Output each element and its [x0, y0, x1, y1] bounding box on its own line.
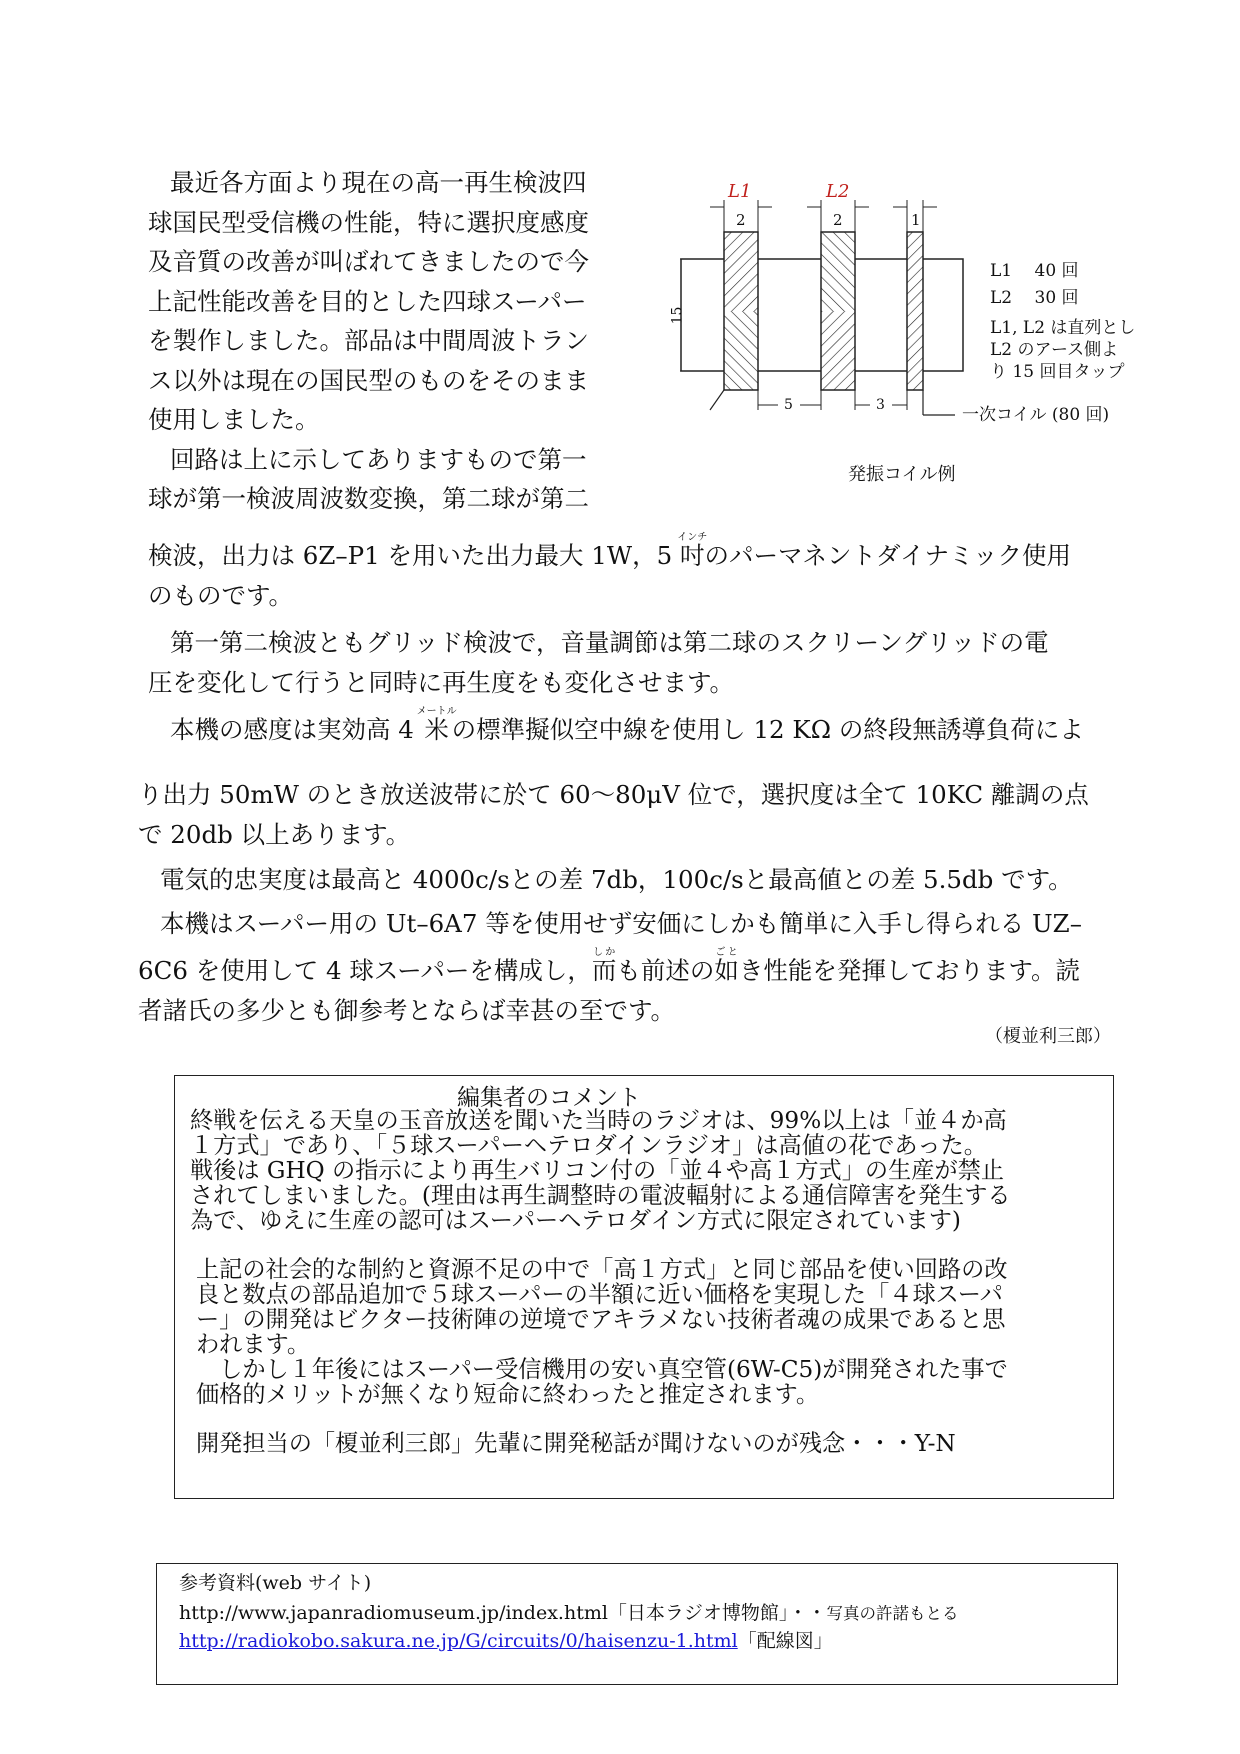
- reference-item: [179, 1598, 958, 1625]
- ruby-reading: インチ: [677, 532, 708, 543]
- dim-2b: 2: [833, 211, 843, 229]
- intro-line: 最近各方面より現在の高一再生検波四: [170, 168, 587, 197]
- ruby-shika: [591, 947, 617, 985]
- ruby-base: 吋: [677, 541, 708, 570]
- comment-line: されてしまいました。(理由は再生調整時の電波輻射による通信障害を発生する: [190, 1182, 1011, 1209]
- ruby-base: 米: [416, 715, 457, 744]
- body-text: 本機の感度は実効高 4: [170, 715, 422, 744]
- ruby-base: 而: [591, 956, 617, 985]
- dim-2a: 2: [736, 211, 746, 229]
- intro-line: 球国民型受信機の性能，特に選択度感度: [148, 207, 589, 237]
- dim-1: 1: [911, 211, 921, 229]
- ruby-reading: メートル: [416, 706, 457, 717]
- body-paragraph: [148, 532, 1084, 750]
- author-name: （榎並利三郎）: [985, 1026, 1111, 1047]
- body-line: 第一第二検波ともグリッド検波で，音量調節は第二球のスクリーングリッドの電: [170, 628, 1049, 657]
- intro-line: 球が第一検波周波数変換，第二球が第二: [148, 484, 589, 513]
- reference-note: 写真の許諾もとる: [826, 1604, 959, 1623]
- ruby-meter: [416, 706, 457, 744]
- coil-note: り 15 回目タップ: [990, 362, 1125, 382]
- intro-line: 上記性能改善を目的とした四球スーパー: [148, 286, 587, 316]
- reference-name: 「配線図」: [737, 1630, 833, 1652]
- body2-line: [138, 947, 1089, 991]
- coil-turns-l1: L1 40 回: [990, 261, 1079, 281]
- coil-diagram: [680, 170, 1010, 430]
- coil-turns-l2: L2 30 回: [990, 288, 1079, 308]
- comment-line: しかし１年後にはスーパー受信機用の安い真空管(6W-C5)が開発された事で: [196, 1356, 1008, 1383]
- dim-5: 5: [784, 397, 793, 413]
- dim-15: 15: [669, 306, 686, 325]
- body2-paragraph: [138, 775, 1089, 1030]
- intro-paragraph: [148, 163, 589, 519]
- reference-url[interactable]: http://www.japanradiomuseum.jp/index.html: [179, 1602, 608, 1624]
- coil-leads: [710, 390, 955, 415]
- body-text: の標準擬似空中線を使用し 12 KΩ の終段無誘導負荷によ: [451, 715, 1084, 744]
- comment-gap: [190, 1233, 1105, 1257]
- body-text: 検波，出力は 6Z–P1 を用いた出力最大 1W，5: [148, 541, 680, 570]
- body-text: 6C6 を使用して 4 球スーパーを構成し，: [138, 956, 592, 985]
- comment-line: ー」の開発はビクター技術陣の逆境でアキラメない技術者魂の成果であると思: [196, 1306, 1006, 1333]
- intro-line: 及音質の改善が叫ばれてきましたので今: [148, 247, 589, 276]
- editor-comment-box: [174, 1075, 1114, 1499]
- comment-title: 編集者のコメント: [457, 1085, 641, 1111]
- intro-line: 使用しました。: [148, 405, 320, 434]
- winding-l2: [821, 232, 855, 390]
- comment-gap: [190, 1407, 1105, 1431]
- comment-line: １方式」であり、「５球スーパーヘテロダインラジオ」は高値の花であった。: [190, 1132, 987, 1159]
- references-title: 参考資料(web サイト): [179, 1572, 372, 1594]
- comment-line: われます。: [196, 1331, 311, 1358]
- oscillator-coil-figure: [669, 170, 1150, 500]
- comment-line: 終戦を伝える天皇の玉音放送を聞いた当時のラジオは、99%以上は「並４か高: [190, 1107, 1007, 1134]
- body-text: き性能を発揮しております。読: [738, 956, 1080, 985]
- comment-line: 上記の社会的な制約と資源不足の中で「高１方式」と同じ部品を使い回路の改: [196, 1256, 1008, 1283]
- body-text: のパーマネントダイナミック使用: [704, 541, 1071, 570]
- label-l2: L2: [826, 181, 850, 202]
- figure-caption: 発振コイル例: [848, 464, 956, 485]
- body-line: 圧を変化して行うと同時に再生度をも変化させます。: [148, 667, 735, 697]
- body2-line: 電気的忠実度は最高と 4000c/sとの差 7db，100c/sと最高値との差 5.5db です。: [160, 865, 1073, 894]
- body-line: [148, 532, 1084, 576]
- ruby-goto: [714, 947, 739, 985]
- references-box: [156, 1563, 1118, 1685]
- comment-line: 戦後は GHQ の指示により再生バリコン付の「並４や高１方式」の生産が禁止: [190, 1157, 1005, 1184]
- body-line: [148, 706, 1084, 750]
- reference-name: 「日本ラジオ博物館」・・: [607, 1602, 827, 1624]
- label-l1: L1: [728, 181, 752, 202]
- primary-coil-label: 一次コイル (80 回): [962, 405, 1110, 425]
- comment-line: 良と数点の部品追加で５球スーパーの半額に近い価格を実現した「４球スーパ: [196, 1281, 1003, 1308]
- reference-link[interactable]: http://radiokobo.sakura.ne.jp/G/circuits/0/haisenzu-1.html: [179, 1630, 738, 1652]
- comment-body: [190, 1108, 1105, 1456]
- winding-l1: [724, 232, 758, 390]
- comment-line: 為で、ゆえに生産の認可はスーパーヘテロダイン方式に限定されています): [190, 1207, 961, 1234]
- coil-note: L2 のアース側よ: [990, 340, 1119, 360]
- ruby-inch: [677, 532, 708, 570]
- intro-line: を製作しました。部品は中間周波トラン: [148, 326, 589, 355]
- body2-line: 者諸氏の多少とも御参考とならば幸甚の至です。: [138, 995, 676, 1025]
- intro-line: ス以外は現在の国民型のものをそのまま: [148, 365, 589, 395]
- comment-line: 開発担当の「榎並利三郎」先輩に開発秘話が聞けないのが残念・・・Y-N: [196, 1430, 956, 1457]
- ruby-reading: ごと: [714, 947, 739, 958]
- ruby-reading: しか: [591, 947, 617, 958]
- intro-line: 回路は上に示してありますもので第一: [170, 444, 587, 474]
- comment-line: 価格的メリットが無くなり短命に終わったと推定されます。: [196, 1381, 820, 1408]
- reference-item: [179, 1626, 833, 1653]
- ruby-base: 如: [714, 956, 739, 985]
- body-line: のものです。: [148, 580, 294, 610]
- coil-note: L1, L2 は直列とし: [990, 318, 1136, 338]
- body2-line: で 20db 以上あります。: [138, 819, 411, 849]
- body2-line: 本機はスーパー用の Ut–6A7 等を使用せず安価にしかも簡単に入手し得られる UZ–: [160, 908, 1082, 938]
- winding-primary: [907, 232, 923, 390]
- body2-line: り出力 50mW のとき放送波帯に於て 60〜80μV 位で，選択度は全て 10KC 離調の点: [138, 780, 1089, 809]
- dim-3: 3: [876, 397, 885, 413]
- body-text: も前述の: [616, 956, 715, 985]
